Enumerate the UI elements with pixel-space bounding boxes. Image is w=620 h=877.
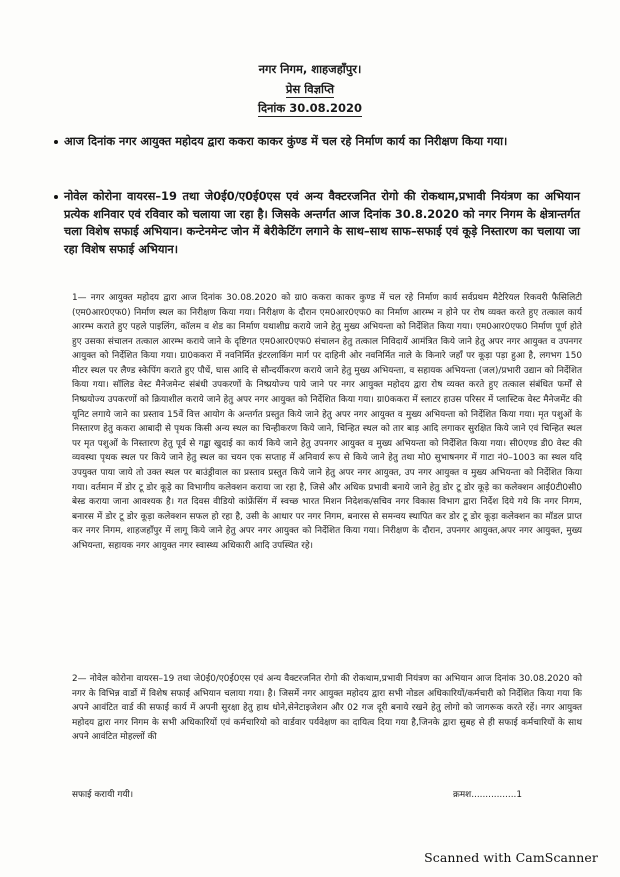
bullet-dot-icon <box>54 140 58 144</box>
organization-name: नगर निगम, शाहजहाँपुर। <box>258 62 362 76</box>
scanner-watermark: Scanned with CamScanner <box>424 850 598 865</box>
document-title-text: प्रेस विज्ञप्ति <box>285 82 335 96</box>
bullet-item <box>64 133 580 151</box>
document-date <box>0 101 620 116</box>
paragraph-cleaning-campaign: 2— नोवेल कोरोना वायरस–19 तथा जे0ई0/ए0ई0एस एवं अन्य वैक्टरजनित रोगो की रोकथाम,प्रभावी नियंत्रण का अभियान आज दिनांक 30.08.2020 को नगर के विभिन्न वार्डो में विशेष सफाई अभियान चलाया गया। है। जिसमें नगर आयुक्त महोदय द्वारा सभी नोडल अधिकारियों/कर्मचारी को निर्देशित किया गया कि अपने आवंटित वार्ड की सफाई कार्य में अपनी सुरक्षा हेतु हाथ धोने,सेनेटाइजेशन और 02 गज दूरी बनाये रखने हेतु लोगो को जागरूक करते रहें। नगर आयुक्त महोदय द्वारा नगर निगम के सभी अधिकारियों एवं कर्मचारियो को वार्डवार पर्यवेक्षण का दायित्व दिया गया है,जिनके द्वारा सुबह से ही सफाई कर्मचारियों के साथ अपने आवंटित मोहल्लों की <box>72 674 582 743</box>
document-date-text: दिनांक 30.08.2020 <box>257 101 363 115</box>
bullet-dot-icon <box>54 195 58 199</box>
paragraph-inspection: 1— नगर आयुक्त महोदय द्वारा आज दिनांक 30.08.2020 को ग्रा0 ककरा काकर कुण्ड में चल रहे निर्माण कार्य सर्वप्रथम मैटेरियल रिकवरी फैसिलिटी (एम0आर0एफ0) निर्माण स्थल का निरीक्षण किया गया। निरीक्षण के दौरान एम0आर0एफ0 का निर्माण आरम्भ न होने पर रोष व्यक्त करते हुए तत्काल कार्य आरम्भ कराते हुए पहले पाइलिंग, कॉलम व शेड का निर्माण यथाशीघ्र कराये जाने हेतु मुख्य अभियन्ता को निर्देशित किया गया। एम0आर0एफ0 निर्माण पूर्ण होते हुए उसका संचालन तत्काल आरम्भ कराये जाने के दृष्टिगत एम0आर0एफ0 संचालन हेतु तत्काल निविदायें आमंत्रित किये जाने हेतु अपर नगर आयुक्त व उपनगर आयुक्त को निर्देशित किया गया। ग्रा0ककरा में नवनिर्मित इंटरलाकिंग मार्ग पर दाहिनी ओर नवनिर्मित नाले के किनारे जहाँ पर कूड़ा पड़ा हुआ है, लगभग 150 मीटर स्थल पर लैण्ड स्केपिंग कराते हुए पौधें, घास आदि से सौन्दर्यीकरण कराये जाने हेतु मुख्य अभियन्ता, व सहायक अभियन्ता (जल)/प्रभारी उद्यान को निर्देशित किया गया। सॉलिड वेस्ट मैनेजमेन्ट संबंधी उपकरणों के निष्प्रयोज्य पाये जाने पर नगर आयुक्त महोदय द्वारा रोष व्यक्त करते हुए तत्काल संबंधित फर्मों से निष्प्रयोज्य उपकरणों को क्रियाशील कराये जाने हेतु अपर नगर आयुक्त को निर्देशित किया गया। ग्रा0ककरा में स्लाटर हाउस परिसर में प्लास्टिक वेस्ट मैनेजमेंट की यूनिट लगाये जाने का प्रस्ताव 15वें वित्त आयोग के अन्तर्गत प्रस्तुत किये जाने हेतु अपर नगर आयुक्त व मुख्य अभियन्ता को निर्देशित किया गया। मृत पशुओं के निस्तारण हेतु ककरा आबादी से पृथक किसी अन्य स्थल का चिन्हीकरण किये जाने, चिन्हित स्थल को तार बाड़ आदि लगाकर सुरक्षित किये जाने एवं चिन्हित स्थल पर मृत पशुओं के निस्तारण हेतु पूर्व से गड्ढा खुदाई का कार्य किये जाने हेतु उपनगर आयुक्त व मुख्य अभियन्ता को निर्देशित किया गया। सी0एण्ड डी0 वेस्ट की व्यवस्था पृथक स्थल पर किये जाने हेतु स्थल का चयन एक सप्ताह में अनिवार्य रूप से किये जाने हेतु तथा मो0 सुभाषनगर में गाटा नं0–1003 का स्थल यदि उपयुक्त पाया जाये तो उक्त स्थल पर बाउंड्रीवाल का प्रस्ताव प्रस्तुत किये जाने हेतु अपर नगर आयुक्त, उप नगर आयुक्त व मुख्य अभियन्ता को निर्देशित किया गया। वर्तमान में डोर टू डोर कूड़े का विभागीय कलेक्शन कराया जा रहा है, जिसे और अधिक प्रभावी बनाये जाने हेतु डोर टू डोर कूड़े का कलेक्शन आई0टी0सी0 बेस्ड कराया जाना आवश्यक है। गत दिवस वीडियो कांफ्रेंसिंग में स्वच्छ भारत मिशन निदेशक/सचिव नगर विकास विभाग द्वारा निर्देश दिये गये कि नगर निगम, बनारस में डोर टू डोर कूड़ा कलेक्शन सफल हो रहा है, उसी के आधार पर नगर निगम, बनारस से समन्वय स्थापित कर डोर टू डोर कूड़ा कलेक्शन का मॉडल प्राप्त कर नगर निगम, शाहजहाँपुर में लागू किये जाने हेतु अपर नगर आयुक्त को निर्देशित किया गया। निरीक्षण के दौरान, उपनगर आयुक्त,अपर नगर आयुक्त, मुख्य अभियन्ता, सहायक नगर आयुक्त नगर स्वास्थ्य अधिकारी आदि उपस्थित रहे। <box>72 293 582 551</box>
bullet-text: आज दिनांक नगर आयुक्त महोदय द्वारा ककरा काकर कुंण्ड में चल रहे निर्माण कार्य का निरीक्षण किया गया। <box>64 134 508 148</box>
last-line: सफाई करायी गयी। <box>72 790 134 800</box>
bullet-item <box>64 188 580 258</box>
document-title <box>0 82 620 97</box>
continuation-marker: क्रमश................1 <box>453 790 522 800</box>
bullet-text: नोवेल कोरोना वायरस–19 तथा जे0ई0/ए0ई0एस एवं अन्य वैक्टरजनित रोगो की रोकथाम,प्रभावी नियंत्रण का अभियान प्रत्येक शनिवार एवं रविवार को चलाया जा रहा है। जिसके अन्तर्गत आज दिनांक 30.8.2020 को नगर निगम के क्षेत्रान्तर्गत चला विशेष सफाई अभियान। कन्टेनमेन्ट जोन में बेरीकेटिंग लगाने के साथ–साथ साफ–सफाई एवं कूड़े निस्तारण का चलाया जा रहा विशेष सफाई अभियान। <box>64 189 580 256</box>
